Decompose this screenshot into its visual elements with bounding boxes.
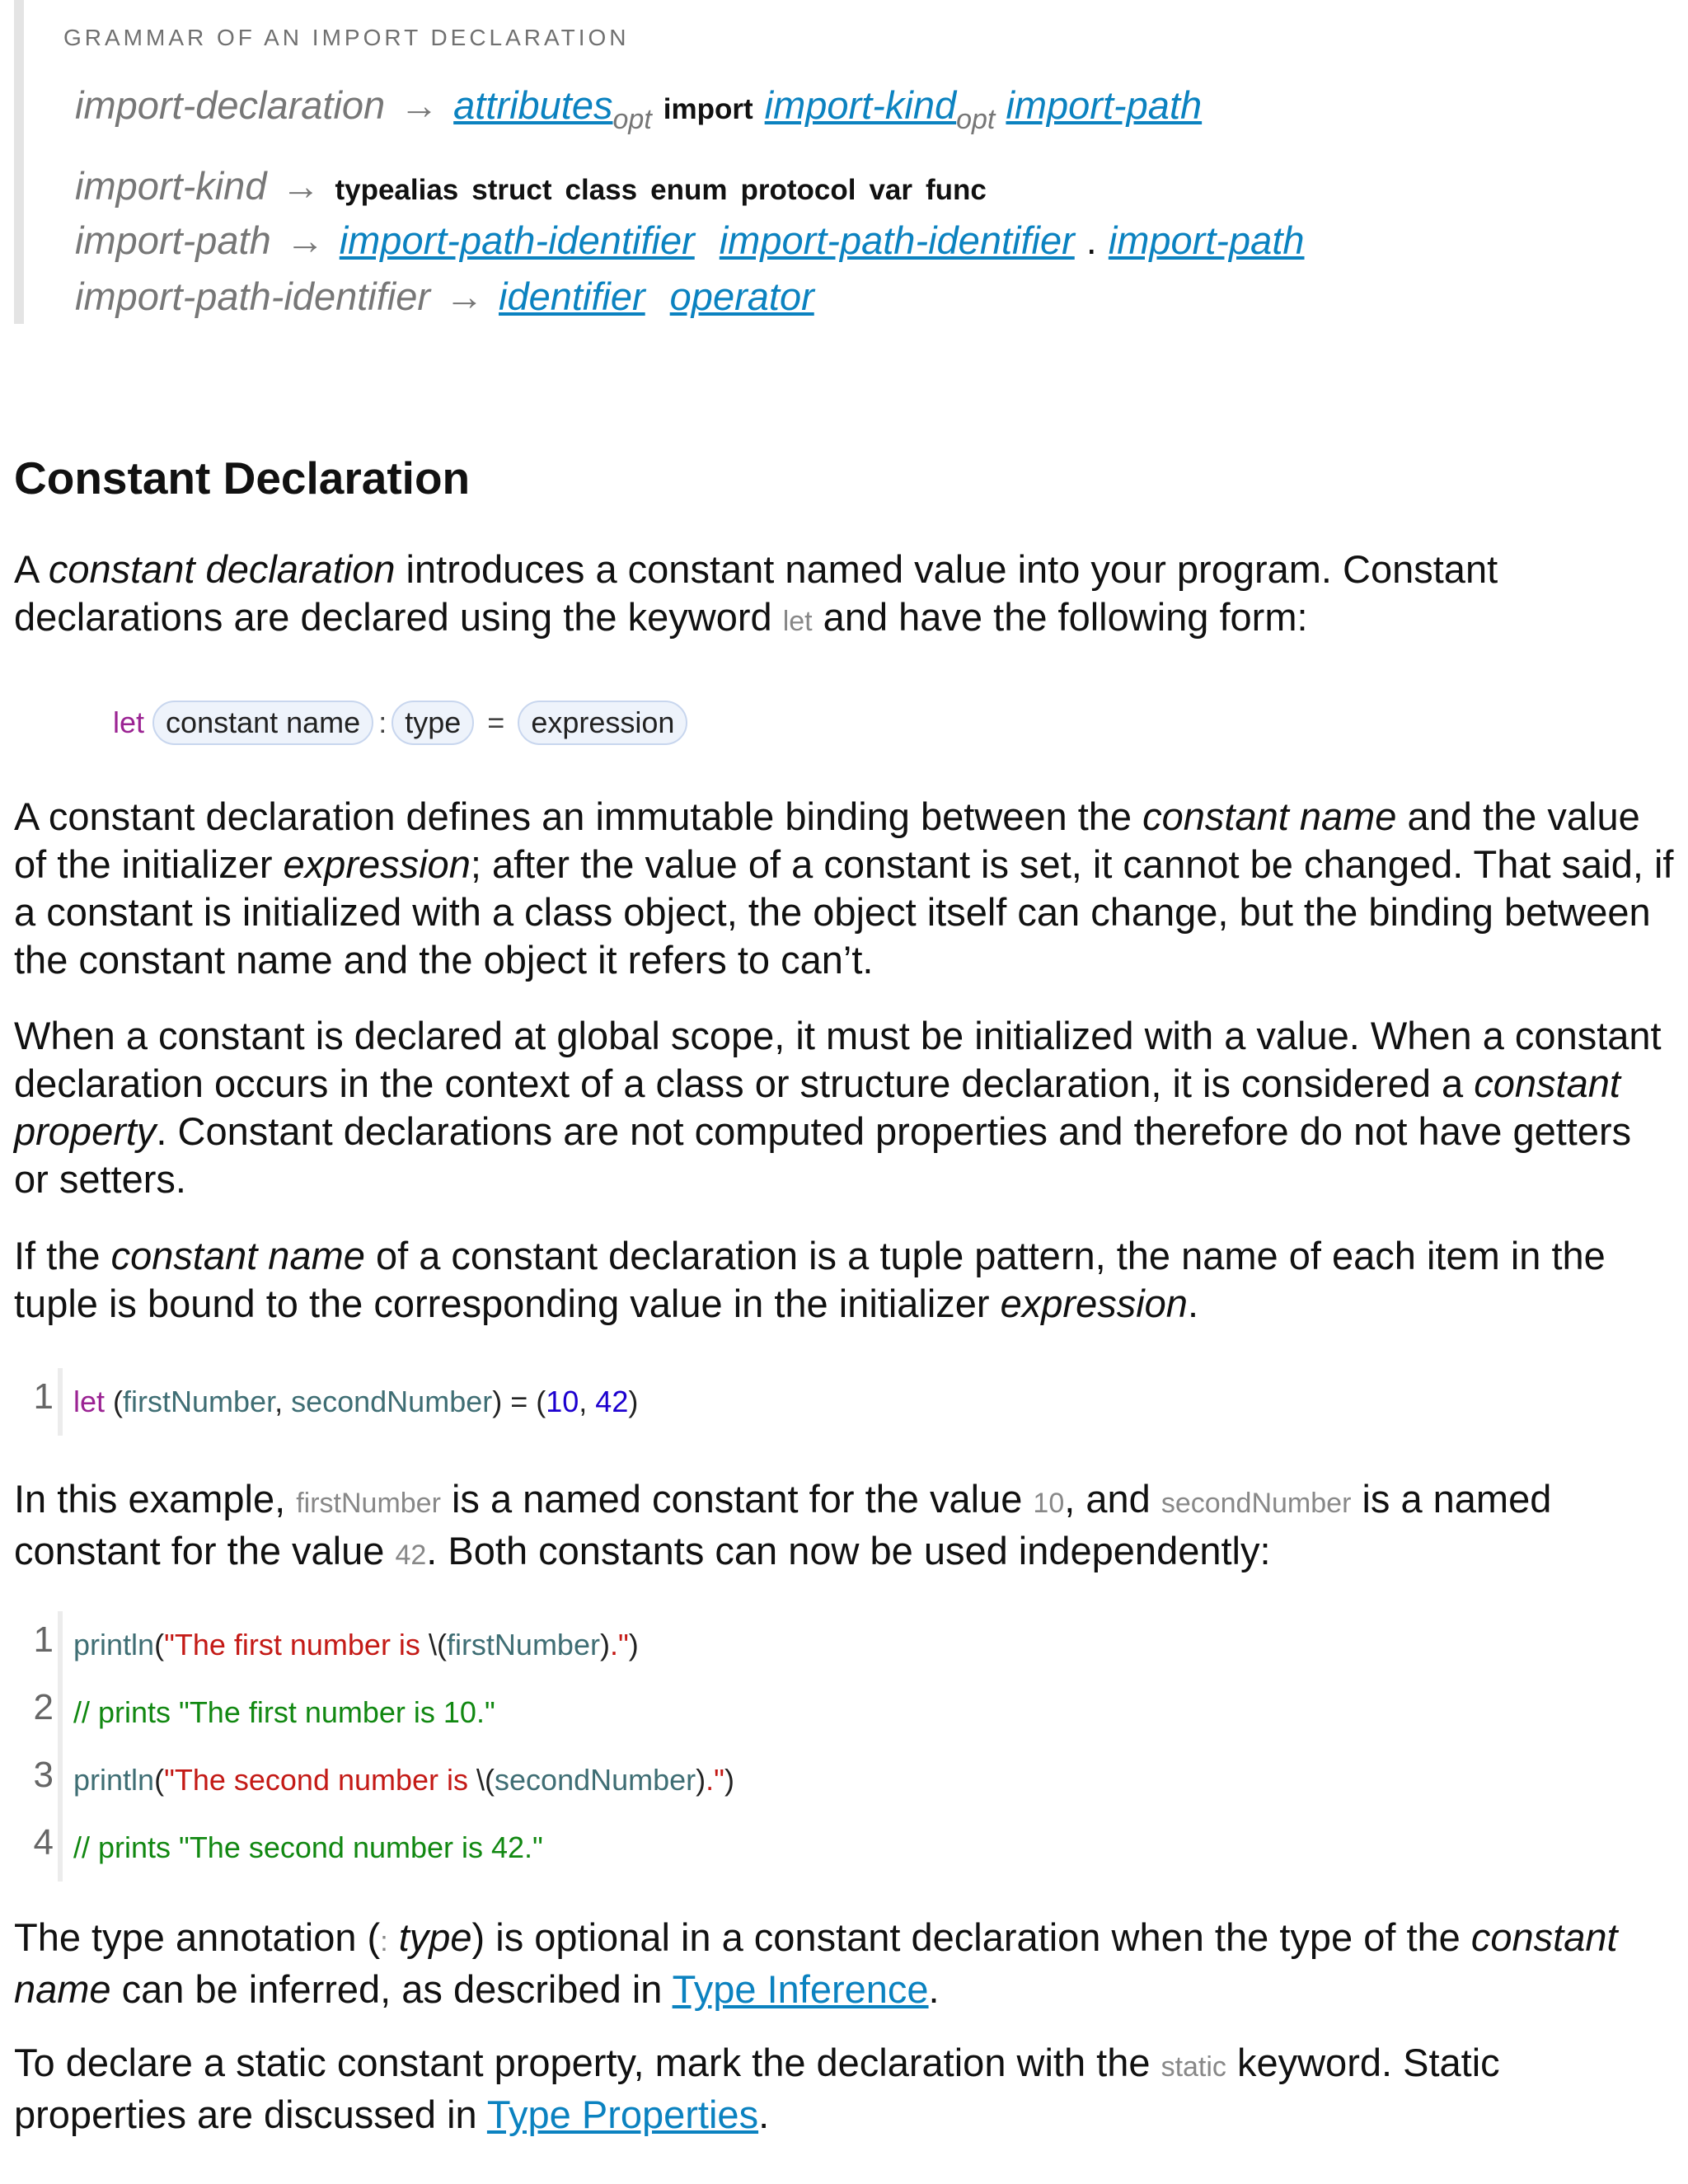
code-punct: ) [724,1763,734,1797]
code-punct: ) [599,1628,610,1661]
paragraph-7 [14,2039,1675,2139]
text: A [14,547,49,591]
code-punct: ( [105,1385,124,1418]
placeholder-type: type [392,701,474,745]
link-import-path[interactable]: import-path [1006,83,1203,127]
emphasis: expression [283,842,471,886]
nonterminal: import-kind [75,164,267,208]
text: To declare a static constant property, mark the declaration with the [14,2041,1161,2084]
inline-code: let [782,606,813,637]
code-punct: ( [154,1763,165,1797]
grammar-rule-import-declaration [75,81,1203,135]
link-identifier[interactable]: identifier [499,274,645,318]
grammar-heading: GRAMMAR OF AN IMPORT DECLARATION [63,25,630,50]
grammar-rule-import-kind [75,162,1000,211]
inline-code: static [1160,2051,1226,2083]
link-import-path-identifier[interactable]: import-path-identifier [719,218,1075,262]
link-operator[interactable]: operator [669,274,814,318]
paragraph-1 [14,546,1675,645]
nonterminal: import-path [75,218,271,262]
text: The type annotation ( [14,1915,381,1959]
code-identifier: secondNumber [495,1763,696,1797]
code-identifier: firstNumber [123,1385,275,1418]
emphasis: constant declaration [48,547,396,591]
link-type-inference[interactable]: Type Inference [672,1967,929,2011]
inline-code: secondNumber [1160,1488,1352,1519]
line-number: 4 [33,1822,54,1863]
paragraph-6 [14,1914,1675,2013]
code-punct: ) [628,1628,639,1661]
code-comment: // prints "The first number is 10." [73,1695,495,1729]
nonterminal: import-path-identifier [75,274,431,318]
paragraph-5 [14,1475,1675,1579]
code-punct: \( [476,1763,495,1797]
grammar-rule-import-path [75,216,1305,265]
link-import-path-identifier[interactable]: import-path-identifier [339,218,695,262]
grammar-rule-import-path-identifier [75,272,814,321]
code-number: 42 [595,1385,629,1418]
text: is a named constant for the value [440,1477,1034,1521]
link-attributes[interactable]: attributes [453,83,613,127]
code-identifier: firstNumber [446,1628,600,1661]
text: is a named constant for the value [14,1477,1552,1572]
emphasis: constant name [14,1915,1618,2011]
keyword-struct: struct [471,174,552,206]
text: A constant declaration defines an immutable binding between the [14,794,1143,838]
text: . [1187,1282,1199,1325]
link-import-kind[interactable]: import-kind [764,83,957,127]
inline-code: 42 [395,1540,427,1571]
emphasis: constant property [14,1062,1620,1153]
emphasis: constant name [1142,794,1397,838]
keyword-let: let [113,705,145,739]
code-punct: \( [428,1628,447,1661]
line-number: 2 [33,1687,54,1727]
text: and have the following form: [812,595,1308,639]
text: of a constant declaration is a tuple pattern, the name of each item in the tuple is bound to the corresponding value in the initializer [14,1234,1606,1325]
text: and the value of the initializer [14,794,1640,886]
line-number: 1 [33,1376,54,1417]
nonterminal: import-declaration [75,83,386,127]
code-function: println [73,1628,155,1661]
arrow-icon: → [285,218,325,262]
keyword-protocol: protocol [740,174,856,206]
code-punct: , [579,1385,596,1418]
code-identifier: secondNumber [291,1385,493,1418]
code-string: "The first number is [164,1628,429,1661]
keyword-typealias: typealias [335,174,459,206]
inline-code: : [380,1926,388,1957]
text: . [928,1967,940,2011]
keyword-import: import [663,93,753,125]
colon-token: : [378,705,387,739]
text: ) is optional in a constant declaration when the type of the [471,1915,1471,1959]
arrow-icon: → [400,83,439,127]
paragraph-2 [14,793,1675,984]
paragraph-4 [14,1232,1675,1328]
emphasis: constant name [110,1234,365,1277]
section-title: Constant Declaration [14,452,471,504]
paragraph-3 [14,1012,1675,1203]
code-keyword: let [73,1385,106,1418]
text: , and [1064,1477,1161,1521]
emphasis: expression [1000,1282,1188,1325]
code-string: ." [609,1628,629,1661]
keyword-enum: enum [650,174,728,206]
emphasis: type [387,1915,472,1959]
placeholder-expression: expression [518,701,687,745]
placeholder-constant-name: constant name [152,701,373,745]
keyword-func: func [926,174,987,206]
code-number: 10 [546,1385,579,1418]
opt-marker: opt [956,104,996,135]
code-string: "The second number is [164,1763,477,1797]
code-punct: ) [628,1385,639,1418]
equals-token: = [487,705,505,739]
grammar-box [14,0,1672,324]
code-punct: ( [154,1628,165,1661]
inline-code: 10 [1033,1488,1065,1519]
arrow-icon: → [281,164,321,208]
text: ; after the value of a constant is set, it cannot be changed. That said, if a constant is initialized with a class object, the object itself can change, but the binding between the constant name and the object it refers to can’t. [14,842,1674,982]
code-string: ." [706,1763,724,1797]
text: When a constant is declared at global scope, it must be initialized with a value. When a constant declaration occurs in the context of a class or structure declaration, it is considered a [14,1014,1662,1105]
line-number: 3 [33,1755,54,1795]
text: can be inferred, as described in [110,1967,673,2011]
dot-token: . [1085,218,1097,262]
text: If the [14,1234,111,1277]
text: keyword. Static properties are discussed in [14,2041,1500,2136]
line-number: 1 [33,1619,54,1660]
text: In this example, [14,1477,297,1521]
keyword-var: var [869,174,913,206]
inline-code: firstNumber [296,1488,441,1519]
keyword-list [335,164,999,208]
code-function: println [73,1763,155,1797]
code-punct: , [274,1385,292,1418]
arrow-icon: → [445,274,485,318]
text: introduces a constant named value into your program. Constant declarations are declared using the keyword [14,547,1498,639]
code-punct: ) = ( [492,1385,546,1418]
text: . [758,2093,770,2136]
opt-marker: opt [612,104,652,135]
keyword-class: class [565,174,638,206]
text: . Constant declarations are not computed properties and therefore do not have getters or setters. [14,1109,1632,1201]
link-import-path[interactable]: import-path [1108,218,1305,262]
code-comment: // prints "The second number is 42." [73,1830,543,1864]
text: . Both constants can now be used independently: [426,1529,1271,1572]
link-type-properties[interactable]: Type Properties [486,2093,759,2136]
code-punct: ) [696,1763,706,1797]
syntax-form [113,701,687,745]
